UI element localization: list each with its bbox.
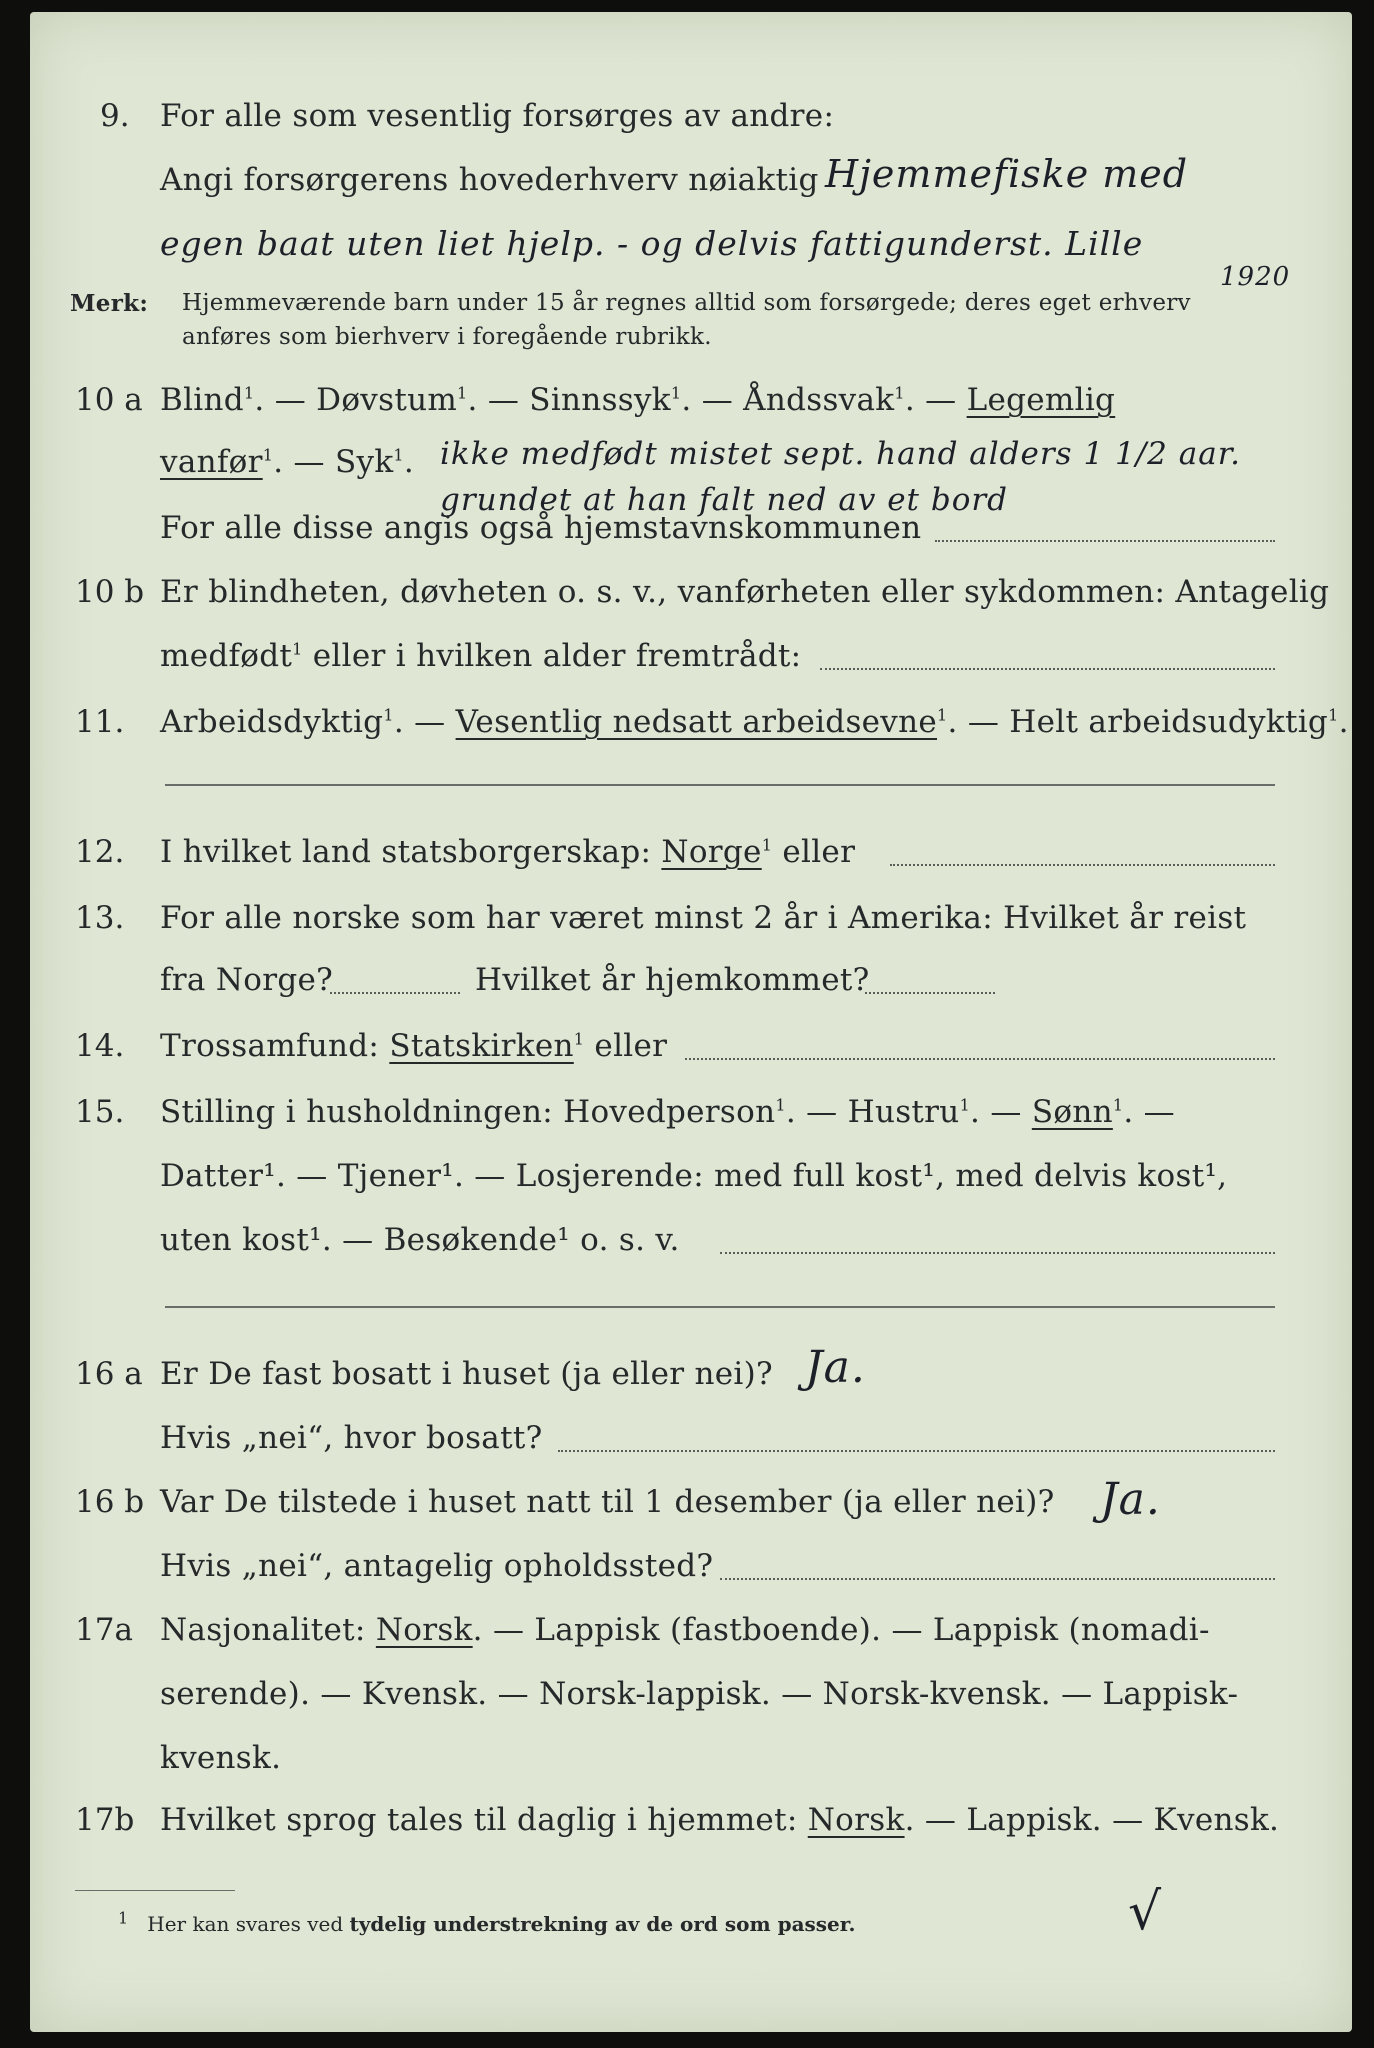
q12-number: 12. [75, 834, 125, 870]
q16a-handwriting: Ja. [805, 1342, 866, 1393]
checkmark-icon: √ [1128, 1882, 1163, 1942]
q13-line1: For alle norske som har været minst 2 år i Amerika: Hvilket år reist [160, 900, 1247, 936]
census-form-page [30, 12, 1352, 2032]
q12-line: I hvilket land statsborgerskap: Norge$^1$ eller [160, 834, 856, 870]
q10a-line2: vanfør$^1$. — Syk$^1$. [160, 444, 415, 480]
q15-blank-line [165, 1306, 1275, 1308]
option-dovstum: — Døvstum [274, 382, 458, 418]
option-legemlig: Legemlig [966, 382, 1116, 418]
q10a-line3: For alle disse angis også hjemstavnskommunen [160, 510, 922, 546]
q15-line1: Stilling i husholdningen: Hovedperson$^1$. — Hustru$^1$. — Sønn$^1$. — [160, 1094, 1175, 1130]
q10a-line1: Blind$^1$. — Døvstum$^1$. — Sinnssyk$^1$. — Åndssvak$^1$. — Legemlig [160, 382, 1116, 418]
option-vanfor: vanfør [160, 444, 263, 480]
q16a-number: 16 a [75, 1356, 143, 1392]
q9-handwriting-1: Hjemmefiske med [825, 152, 1189, 196]
q13-dotted-line-1 [330, 992, 460, 994]
option-andssvak: — Åndssvak [701, 382, 895, 418]
q16b-line2: Hvis „nei“, antagelig opholdssted? [160, 1548, 714, 1584]
q16b-dotted-line [720, 1578, 1275, 1580]
merk-label: Merk: [70, 290, 149, 317]
q17b-number: 17b [75, 1802, 135, 1838]
q14-dotted-line [685, 1058, 1275, 1060]
q16a-line1: Er De fast bosatt i huset (ja eller nei)? [160, 1356, 773, 1392]
footnote: $^1$ Her kan svares ved tydelig understrekning av de ord som passer. [118, 1908, 856, 1936]
q10b-line1: Er blindheten, døvheten o. s. v., vanførheten eller sykdommen: Antagelig [160, 574, 1330, 610]
option-norsk-language: Norsk [807, 1802, 905, 1838]
merk-line2: anføres som bierhverv i foregående rubrikk. [182, 324, 712, 350]
q13-line2b: Hvilket år hjemkommet? [475, 962, 870, 998]
option-blind: Blind [160, 382, 244, 418]
q10a-handwriting-1: ikke medfødt mistet sept. hand alders 1 1/2 aar. [440, 436, 1241, 472]
q9-number: 9. [100, 98, 130, 134]
q10b-dotted-line [820, 668, 1275, 670]
q11-blank-line [165, 784, 1275, 786]
q14-line: Trossamfund: Statskirken$^1$ eller [160, 1028, 668, 1064]
q16b-handwriting: Ja. [1100, 1474, 1161, 1525]
q13-dotted-line-2 [865, 992, 995, 994]
q10a-dotted-line [935, 540, 1275, 542]
q9-handwriting-2: egen baat uten liet hjelp. - og delvis fattigunderst. Lille [160, 224, 1144, 263]
q17a-line2: serende). — Kvensk. — Norsk-lappisk. — Norsk-kvensk. — Lappisk- [160, 1676, 1239, 1712]
q16b-line1: Var De tilstede i huset natt til 1 desember (ja eller nei)? [160, 1484, 1055, 1520]
option-vesentlig-nedsatt: Vesentlig nedsatt arbeidsevne [455, 704, 938, 740]
q14-number: 14. [75, 1028, 125, 1064]
q10b-line2: medfødt$^1$ eller i hvilken alder fremtrådt: [160, 638, 802, 674]
q17a-line1: Nasjonalitet: Norsk. — Lappisk (fastboende). — Lappisk (nomadi- [160, 1612, 1210, 1648]
q13-line2a: fra Norge? [160, 962, 334, 998]
q12-dotted-line [890, 864, 1275, 866]
q16a-dotted-line [558, 1450, 1275, 1452]
q16a-line2: Hvis „nei“, hvor bosatt? [160, 1420, 543, 1456]
q9-line1: For alle som vesentlig forsørges av andre: [160, 98, 835, 134]
merk-line1: Hjemmeværende barn under 15 år regnes alltid som forsørgede; deres eget erhverv [182, 290, 1191, 316]
q9-line2-label: Angi forsørgerens hovederhverv nøiaktig [160, 162, 819, 198]
q15-line3: uten kost¹. — Besøkende¹ o. s. v. [160, 1222, 680, 1258]
footnote-rule [75, 1890, 235, 1891]
q15-dotted-line [720, 1252, 1275, 1254]
option-arbeidsdyktig: Arbeidsdyktig [160, 704, 384, 740]
q17b-line: Hvilket sprog tales til daglig i hjemmet: Norsk. — Lappisk. — Kvensk. [160, 1802, 1280, 1838]
q17a-number: 17a [75, 1612, 133, 1648]
q11-line: Arbeidsdyktig$^1$. — Vesentlig nedsatt arbeidsevne$^1$. — Helt arbeidsudyktig$^1$. [160, 704, 1349, 740]
q10a-handwriting-2: grundet at han falt ned av et bord [440, 482, 1009, 518]
q10b-number: 10 b [75, 574, 145, 610]
q15-number: 15. [75, 1094, 125, 1130]
q10a-number: 10 a [75, 382, 143, 418]
option-sonn: Sønn [1031, 1094, 1113, 1130]
q11-number: 11. [75, 704, 125, 740]
q13-number: 13. [75, 900, 125, 936]
option-norge: Norge [661, 834, 762, 870]
option-syk: — Syk [293, 444, 394, 480]
q16b-number: 16 b [75, 1484, 145, 1520]
option-statskirken: Statskirken [389, 1028, 574, 1064]
option-norsk-nationality: Norsk [375, 1612, 473, 1648]
q17a-line3: kvensk. [160, 1740, 282, 1776]
q9-handwriting-year: 1920 [1220, 262, 1291, 292]
q15-line2: Datter¹. — Tjener¹. — Losjerende: med full kost¹, med delvis kost¹, [160, 1158, 1228, 1194]
option-sinnssyk: — Sinnssyk [487, 382, 671, 418]
